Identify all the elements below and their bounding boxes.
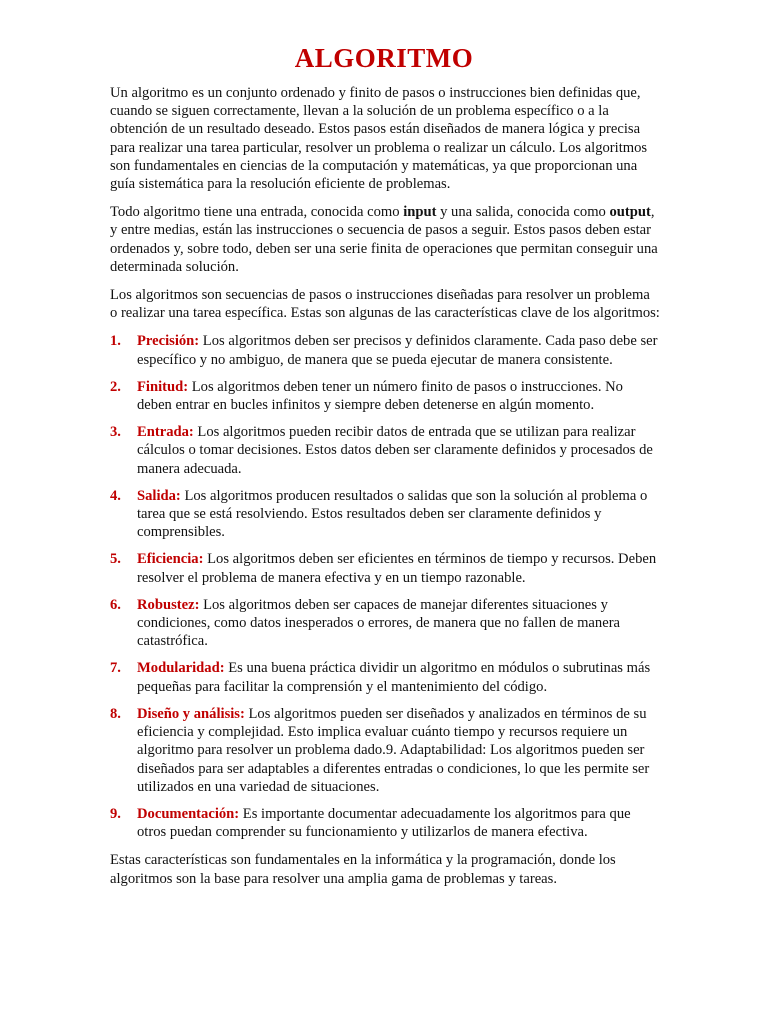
characteristics-intro: Los algoritmos son secuencias de pasos o instrucciones diseñadas para resolver un problema o realizar una tarea específica. Estas son algunas de las características clave de los algoritmos: bbox=[110, 287, 660, 322]
list-item bbox=[110, 423, 660, 478]
item-text: Es importante documentar adecuadamente los algoritmos para que otros puedan comprender su funcionamiento y utilizarlos de manera efectiva. bbox=[137, 805, 631, 841]
input-keyword: input bbox=[403, 204, 437, 221]
list-item bbox=[110, 705, 660, 796]
item-text: Los algoritmos deben ser eficientes en términos de tiempo y recursos. Deben resolver el problema de manera efectiva y en un tiempo razonable. bbox=[137, 551, 657, 586]
item-term: Robustez: bbox=[137, 596, 200, 613]
document-body bbox=[110, 84, 660, 898]
item-text: Los algoritmos deben ser precisos y definidos claramente. Cada paso debe ser específico y no ambiguo, de manera que se pueda ejecutar de manera consistente. bbox=[137, 333, 658, 368]
list-item bbox=[110, 805, 660, 841]
item-number: 9. bbox=[110, 805, 121, 822]
conclusion-paragraph: Estas características son fundamentales en la informática y la programación, donde los algoritmos son la base para resolver una amplia gama de problemas y tareas. bbox=[110, 852, 616, 887]
item-number: 6. bbox=[110, 596, 121, 613]
item-number: 2. bbox=[110, 378, 121, 395]
item-text: Los algoritmos deben tener un número finito de pasos o instrucciones. No deben entrar en bucles infinitos y siempre deben detenerse en algún momento. bbox=[137, 378, 623, 414]
io-text-part2: y una salida, conocida como bbox=[436, 204, 610, 221]
item-text: Los algoritmos producen resultados o salidas que son la solución al problema o tarea que se está resolviendo. Estos resultados deben ser claramente definidos y comprensibles. bbox=[137, 487, 648, 541]
item-number: 4. bbox=[110, 487, 121, 504]
item-term: Diseño y análisis: bbox=[137, 705, 245, 722]
list-item bbox=[110, 332, 660, 368]
item-number: 3. bbox=[110, 424, 121, 441]
item-term: Precisión: bbox=[137, 333, 200, 350]
list-item bbox=[110, 487, 660, 542]
item-term: Documentación: bbox=[137, 805, 240, 822]
item-number: 8. bbox=[110, 705, 121, 722]
item-number: 1. bbox=[110, 333, 121, 350]
io-text-part3: , y entre medias, están las instrucciones o secuencia de pasos a seguir. Estos pasos deben estar ordenados y, sobre todo, deben ser una serie finita de operaciones que permitan conseguir una determinada solución. bbox=[110, 204, 658, 275]
page-title: ALGORITMO bbox=[294, 43, 474, 73]
item-text: Es una buena práctica dividir un algoritmo en módulos o subrutinas más pequeñas para facilitar la comprensión y el mantenimiento del código. bbox=[137, 660, 651, 695]
item-text: Los algoritmos pueden recibir datos de entrada que se utilizan para realizar cálculos o tomar decisiones. Estos datos deben ser claramente definidos y procesados de manera adecuada. bbox=[137, 424, 653, 477]
io-text-part1: Todo algoritmo tiene una entrada, conocida como bbox=[110, 204, 404, 221]
item-text: Los algoritmos pueden ser diseñados y analizados en términos de su eficiencia y complejidad. Esto implica evaluar cuánto tiempo y recursos requiere un algoritmo para resolver un problema dado.9. Adaptabilidad: Los algoritmos pueden ser diseñados para ser adaptables a diferentes entradas o condiciones, lo que les permite ser utilizados en una variedad de situaciones. bbox=[137, 705, 650, 795]
list-item bbox=[110, 378, 660, 414]
characteristics-list bbox=[110, 332, 660, 841]
item-term: Modularidad: bbox=[137, 660, 225, 677]
list-item bbox=[110, 596, 660, 651]
item-term: Eficiencia: bbox=[137, 551, 204, 568]
intro-paragraph: Un algoritmo es un conjunto ordenado y finito de pasos o instrucciones bien definidas que, cuando se siguen correctamente, llevan a la solución de un problema específico o a la obtención de un resultado deseado. Estos pasos están diseñados de manera lógica y precisa para realizar una tarea particular, resolver un problema o realizar un cálculo. Los algoritmos son fundamentales en ciencias de la computación y matemáticas, ya que proporcionan una guía sistemática para la resolución eficiente de problemas. bbox=[110, 85, 648, 193]
item-term: Entrada: bbox=[137, 424, 194, 441]
list-item bbox=[110, 659, 660, 695]
io-paragraph bbox=[110, 203, 660, 276]
item-number: 7. bbox=[110, 660, 121, 677]
item-number: 5. bbox=[110, 551, 121, 568]
item-text: Los algoritmos deben ser capaces de manejar diferentes situaciones y condiciones, como datos inesperados o errores, de manera que no fallen de manera catastrófica. bbox=[137, 596, 621, 650]
list-item bbox=[110, 550, 660, 586]
item-term: Salida: bbox=[137, 487, 181, 504]
item-term: Finitud: bbox=[137, 378, 189, 395]
output-keyword: output bbox=[609, 204, 651, 221]
